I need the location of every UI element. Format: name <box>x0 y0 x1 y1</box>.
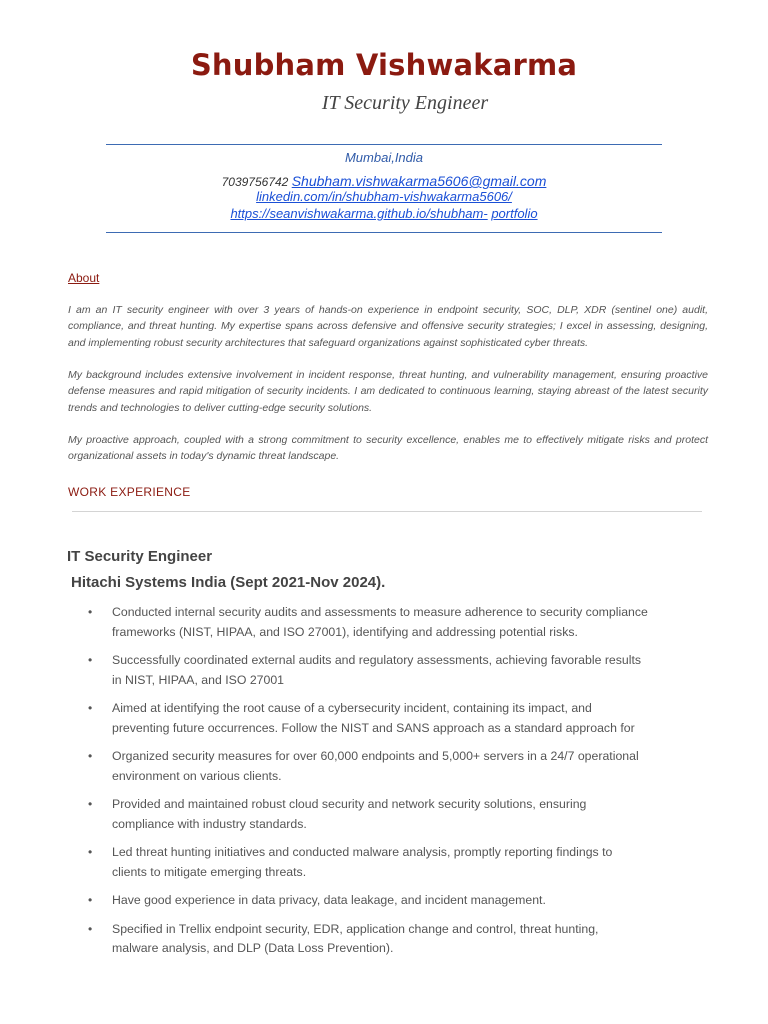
contact-phone: 7039756742 <box>221 175 289 189</box>
portfolio-label-link[interactable]: portfolio <box>491 206 538 221</box>
company-name: Hitachi Systems India (Sept 2021-Nov 2024). <box>71 574 386 591</box>
list-item: • Organized security measures for over 60,000 endpoints and 5,000+ servers in a 24/7 operational environment on various clients. <box>88 747 648 786</box>
linkedin-link[interactable]: linkedin.com/in/shubham-vishwakarma5606/ <box>256 189 512 204</box>
list-item: • Led threat hunting initiatives and conducted malware analysis, promptly reporting findings to clients to mitigate emerging threats. <box>88 843 648 882</box>
about-paragraph-3: My proactive approach, coupled with a strong commitment to security excellence, enables me to effectively mitigate risks and protect organizational assets in today's dynamic threat landscape. <box>68 434 708 463</box>
header-divider-top <box>106 144 662 145</box>
contact-location: Mumbai,India <box>344 150 424 165</box>
list-item: • Aimed at identifying the root cause of a cybersecurity incident, containing its impact, and preventing future occurrences. Follow the NIST and SANS approach as a standard approach for <box>88 699 648 738</box>
list-item: • Successfully coordinated external audits and regulatory assessments, achieving favorable results in NIST, HIPAA, and ISO 27001 <box>88 651 648 690</box>
job-title: IT Security Engineer <box>67 548 213 565</box>
list-item: • Have good experience in data privacy, data leakage, and incident management. <box>88 891 648 911</box>
contact-linkedin-line <box>0 189 768 205</box>
responsibility-list <box>88 603 648 968</box>
candidate-role: IT Security Engineer <box>321 92 489 114</box>
about-paragraph-1: I am an IT security engineer with over 3 years of hands-on experience in endpoint security, SOC, DLP, XDR (sentinel one) audit, compliance, and threat hunting. My expertise spans across defensive and offensive security strategies; I excel in assessing, designing, and implementing robust security architectures that safeguard organizations against sophisticated cyber threats. <box>68 304 708 349</box>
list-item: • Provided and maintained robust cloud security and network security solutions, ensuring compliance with industry standards. <box>88 795 648 834</box>
candidate-name: Shubham Vishwakarma <box>190 48 578 82</box>
work-experience-heading: WORK EXPERIENCE <box>68 485 191 499</box>
contact-portfolio-line <box>0 206 768 222</box>
list-item: • Specified in Trellix endpoint security, EDR, application change and control, threat hunting, malware analysis, and DLP (Data Loss Prevention). <box>88 920 648 959</box>
about-paragraph-2: My background includes extensive involvement in incident response, threat hunting, and vulnerability management, ensuring proactive defense measures and rapid mitigation of security incidents. I am dedicated to continuous learning, staying abreast of the latest security trends and technologies to deliver cutting-edge security solutions. <box>68 369 708 414</box>
contact-phone-email-line <box>0 173 768 190</box>
portfolio-url-link[interactable]: https://seanvishwakarma.github.io/shubham- <box>230 206 488 221</box>
email-link[interactable]: Shubham.vishwakarma5606@gmail.com <box>291 173 547 189</box>
about-heading: About <box>68 271 100 285</box>
header-divider-bottom <box>106 232 662 233</box>
list-item: • Conducted internal security audits and assessments to measure adherence to security compliance frameworks (NIST, HIPAA, and ISO 27001), identifying and addressing potential risks. <box>88 603 648 642</box>
work-experience-divider <box>72 511 702 512</box>
